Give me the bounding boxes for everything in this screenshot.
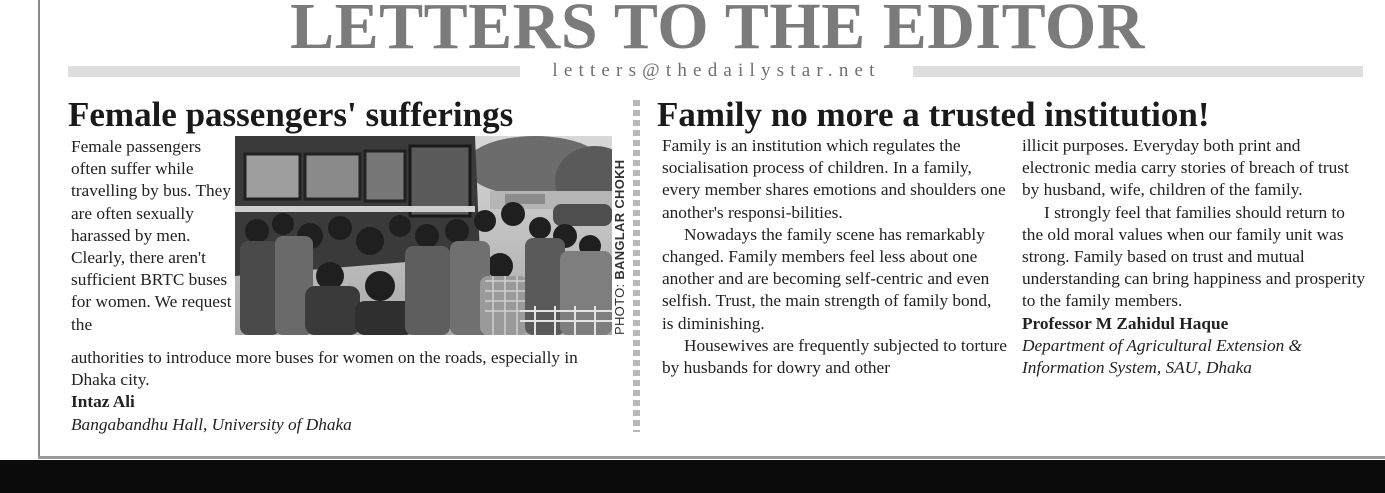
photo-credit-prefix: PHOTO: — [612, 283, 627, 335]
letter1-body-narrow — [71, 136, 233, 336]
letter2-column-1 — [662, 135, 1007, 379]
section-email: letters@thedailystar.net — [552, 60, 881, 81]
letter1-author: Intaz Ali — [71, 392, 135, 412]
letter1-headline: Female passengers' sufferings — [68, 95, 514, 134]
letter1-paragraph-continued: authorities to introduce more buses for women on the roads, especially in Dhaka city. — [71, 348, 578, 390]
bus-crowd-illustration — [235, 136, 612, 335]
letter2-author: Professor M Zahidul Haque — [1022, 313, 1229, 333]
masthead-rule-left — [68, 66, 520, 77]
letter2-paragraph: I strongly feel that families should return to the old moral values when our family unit was strong. Family based on trust and mutual understanding can bring happiness and prosperity to the family members. — [1022, 202, 1366, 311]
column-divider — [633, 100, 640, 432]
letter2-paragraph: Nowadays the family scene has remarkably changed. Family members feel less about one another and are becoming self-centric and even selfish. Trust, the main strength of family bond, is diminishing. — [662, 224, 992, 333]
letter2-paragraph: Housewives are frequently subjected to torture by husbands for dowry and other — [662, 335, 1007, 378]
letter2-headline: Family no more a trusted institution! — [657, 95, 1210, 134]
letter1-address: Bangabandhu Hall, University of Dhaka — [71, 414, 352, 434]
letter2-paragraph: Family is an institution which regulates the socialisation process of children. In a family, every member shares emotions and shoulders one another's responsi-bilities. — [662, 136, 1006, 222]
letter2-address: Department of Agricultural Extension & Information System, SAU, Dhaka — [1022, 335, 1302, 378]
letter2-column-2 — [1022, 135, 1367, 379]
page-bottom-border — [38, 456, 1385, 459]
photo-credit — [612, 160, 628, 336]
photo-credit-name: BANGLAR CHOKH — [612, 159, 627, 280]
section-title: LETTERS TO THE EDITOR — [290, 0, 1145, 63]
masthead-rule-right — [913, 66, 1363, 77]
page-left-border — [38, 0, 40, 457]
letter1-body-wide — [71, 347, 591, 436]
letter2-paragraph: illicit purposes. Everyday both print and electronic media carry stories of breach of trust by husband, wife, children of the family. — [1022, 136, 1349, 200]
bus-crowd-photo — [235, 136, 612, 335]
letter1-paragraph: Female passengers often suffer while travelling by bus. They are often sexually harassed by men. Clearly, there aren't sufficient BRTC buses for women. We request the — [71, 137, 232, 334]
